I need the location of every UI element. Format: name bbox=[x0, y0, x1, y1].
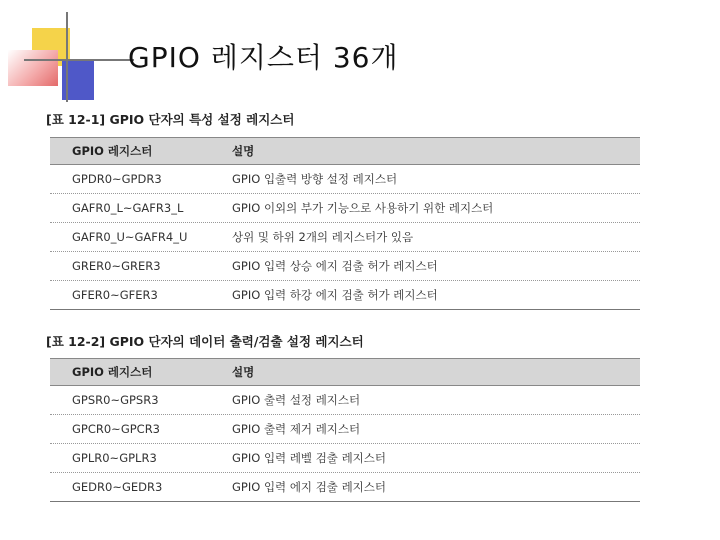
logo-horizontal-line bbox=[24, 59, 134, 61]
description-cell: GPIO 이외의 부가 기능으로 사용하기 위한 레지스터 bbox=[232, 201, 494, 215]
register-cell: GPSR0~GPSR3 bbox=[72, 393, 159, 407]
table-row bbox=[50, 165, 640, 194]
description-cell: GPIO 출력 제거 레지스터 bbox=[232, 422, 361, 436]
table2-header bbox=[50, 359, 640, 386]
table-row bbox=[50, 194, 640, 223]
register-cell: GEDR0~GEDR3 bbox=[72, 480, 163, 494]
table2-header-register: GPIO 레지스터 bbox=[72, 365, 153, 379]
description-cell: GPIO 입력 상승 에지 검출 허가 레지스터 bbox=[232, 259, 438, 273]
table-row bbox=[50, 415, 640, 444]
table2 bbox=[50, 358, 640, 502]
register-cell: GAFR0_L~GAFR3_L bbox=[72, 201, 184, 215]
description-cell: GPIO 출력 설정 레지스터 bbox=[232, 393, 361, 407]
table-row bbox=[50, 223, 640, 252]
table2-caption: [표 12-2] GPIO 단자의 데이터 출력/검출 설정 레지스터 bbox=[46, 334, 364, 349]
table1-header bbox=[50, 138, 640, 165]
register-cell: GRER0~GRER3 bbox=[72, 259, 161, 273]
description-cell: GPIO 입력 하강 에지 검출 허가 레지스터 bbox=[232, 288, 438, 302]
table-row bbox=[50, 473, 640, 501]
register-cell: GPLR0~GPLR3 bbox=[72, 451, 157, 465]
table-row bbox=[50, 386, 640, 415]
table1 bbox=[50, 137, 640, 310]
register-cell: GPDR0~GPDR3 bbox=[72, 172, 162, 186]
table-row bbox=[50, 444, 640, 473]
description-cell: GPIO 입출력 방향 설정 레지스터 bbox=[232, 172, 398, 186]
description-cell: 상위 및 하위 2개의 레지스터가 있음 bbox=[232, 230, 414, 244]
table-row bbox=[50, 252, 640, 281]
description-cell: GPIO 입력 레벨 검출 레지스터 bbox=[232, 451, 387, 465]
table1-header-register: GPIO 레지스터 bbox=[72, 144, 153, 158]
table1-header-description: 설명 bbox=[232, 144, 255, 158]
register-cell: GAFR0_U~GAFR4_U bbox=[72, 230, 188, 244]
table1-caption: [표 12-1] GPIO 단자의 특성 설정 레지스터 bbox=[46, 112, 295, 127]
table2-header-description: 설명 bbox=[232, 365, 255, 379]
description-cell: GPIO 입력 에지 검출 레지스터 bbox=[232, 480, 387, 494]
register-cell: GFER0~GFER3 bbox=[72, 288, 158, 302]
logo-pink-square bbox=[8, 50, 58, 86]
logo-vertical-line bbox=[66, 12, 68, 102]
register-cell: GPCR0~GPCR3 bbox=[72, 422, 161, 436]
table-row bbox=[50, 281, 640, 309]
slide-title: GPIO 레지스터 36개 bbox=[128, 41, 399, 74]
